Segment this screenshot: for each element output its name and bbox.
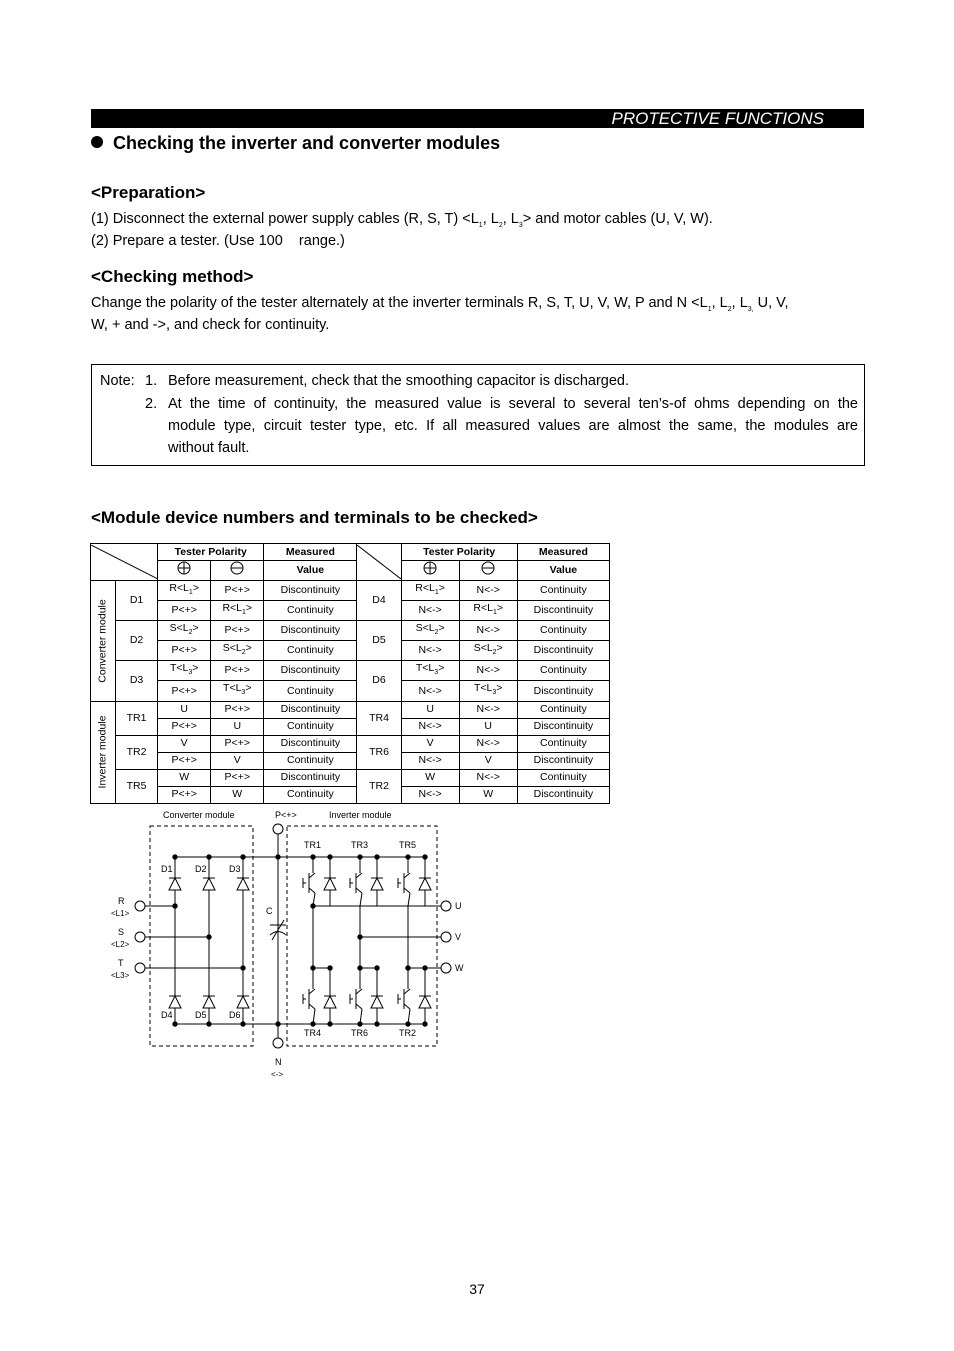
table-row	[91, 601, 610, 621]
table-cell: Discontinuity	[517, 786, 609, 803]
table-cell: P<+>	[211, 661, 264, 681]
table-cell: Discontinuity	[517, 681, 609, 701]
device-cell: D6	[357, 661, 401, 701]
diode-d2	[203, 878, 215, 890]
device-cell: D3	[116, 661, 158, 701]
device-cell: TR6	[357, 735, 401, 769]
table-cell: U	[158, 701, 211, 718]
note-label: Note:	[100, 373, 135, 389]
table-cell: $S<L_2>$	[459, 641, 517, 661]
table-row	[91, 681, 610, 701]
diode-d3	[237, 878, 249, 890]
converter-group-label: Converter module	[91, 581, 116, 702]
transistor-label: TR5	[399, 840, 417, 850]
table-cell: $R<L_1>$	[401, 581, 459, 601]
table-cell: $S<L_2>$	[401, 621, 459, 641]
preparation-heading: <Preparation>	[91, 183, 206, 202]
junction-dot	[328, 966, 332, 970]
tester-polarity-header-right: Tester Polarity	[401, 544, 517, 561]
table-cell: N<->	[401, 641, 459, 661]
circuit-diagram	[100, 800, 480, 1090]
inverter-label: Inverter module	[329, 810, 392, 820]
measured-header-left: Measured	[264, 544, 357, 561]
inverter-group-label: Inverter module	[91, 701, 116, 803]
junction-dot	[358, 1022, 362, 1026]
junction-dot	[311, 855, 315, 859]
table-cell: Continuity	[517, 581, 609, 601]
module-check-table	[90, 543, 610, 804]
note-text-2-line-3: without fault.	[168, 440, 250, 456]
table-cell: N<->	[459, 735, 517, 752]
table-cell: Continuity	[517, 661, 609, 681]
main-title-text: Checking the inverter and converter modules	[113, 133, 501, 153]
section-header-bar	[91, 109, 864, 128]
diode-d6	[237, 996, 249, 1008]
note-box	[91, 364, 865, 466]
input-sub-label: <L3>	[111, 971, 130, 980]
input-terminal-t	[135, 963, 145, 973]
diode-d5	[203, 996, 215, 1008]
value-header-left: Value	[264, 561, 357, 581]
table-cell: W	[401, 769, 459, 786]
junction-dot	[406, 1022, 410, 1026]
table-cell: V	[459, 752, 517, 769]
output-label: V	[455, 932, 462, 942]
table-cell: N<->	[459, 769, 517, 786]
diode-label: D3	[229, 864, 241, 874]
table-cell: $R<L_1>$	[459, 601, 517, 621]
input-sub-label: <L2>	[111, 940, 130, 949]
junction-dot	[328, 1022, 332, 1026]
n-terminal-label: N	[275, 1057, 282, 1067]
note-text-2-line-2: module type, circuit tester type, etc. If all measured values are almost the same, the modules are	[168, 418, 858, 434]
diode-label: D4	[161, 1010, 173, 1020]
table-cell: N<->	[401, 718, 459, 735]
junction-dot	[423, 1022, 427, 1026]
table-cell: Discontinuity	[264, 735, 357, 752]
note-text-2-line-1: At the time of continuity, the measured value is several to several ten’s-of ohms depending on the	[168, 396, 858, 412]
n-terminal	[273, 1038, 283, 1048]
table-cell: N<->	[459, 661, 517, 681]
note-num-2: 2.	[145, 396, 158, 412]
converter-label: Converter module	[163, 810, 235, 820]
junction-dot	[276, 1022, 280, 1026]
input-label: T	[118, 958, 124, 968]
junction-dot	[207, 1022, 211, 1026]
table-cell: Continuity	[264, 641, 357, 661]
table-cell: $T<L_3>$	[158, 661, 211, 681]
table-cell: Continuity	[264, 601, 357, 621]
diode-label: D6	[229, 1010, 241, 1020]
note-num-1: 1.	[145, 373, 158, 389]
diode-label: D5	[195, 1010, 207, 1020]
table-cell: Discontinuity	[264, 701, 357, 718]
table-row	[91, 735, 610, 752]
junction-dot	[207, 855, 211, 859]
plus-polarity-icon	[158, 561, 211, 581]
table-cell: Discontinuity	[517, 601, 609, 621]
transistor-diode-tr5	[419, 878, 431, 890]
table-cell: U	[401, 701, 459, 718]
tester-polarity-header-left: Tester Polarity	[158, 544, 264, 561]
table-cell: V	[211, 752, 264, 769]
note-text-1: Before measurement, check that the smoothing capacitor is discharged.	[168, 373, 630, 389]
junction-dot	[423, 855, 427, 859]
table-cell: $R<L_1>$	[211, 601, 264, 621]
table-cell: $T<L_3>$	[211, 681, 264, 701]
checking-method-line-1: Change the polarity of the tester alternately at the inverter terminals R, S, T, U, V, W, P and $N <L_1$, $L_2$, $L_{3,}$ U, V,	[91, 295, 789, 313]
table-row	[91, 701, 610, 718]
junction-dot	[406, 855, 410, 859]
table-row	[91, 752, 610, 769]
table-row	[91, 718, 610, 735]
n-terminal-sub: <->	[271, 1070, 284, 1079]
table-cell: N<->	[401, 681, 459, 701]
table-cell: $S<L_2>$	[158, 621, 211, 641]
value-header-right: Value	[517, 561, 609, 581]
transistor-diode-tr1	[324, 878, 336, 890]
transistor-label: TR3	[351, 840, 369, 850]
corner-cell	[91, 544, 158, 581]
table-cell: U	[459, 718, 517, 735]
input-label: R	[118, 896, 125, 906]
table-cell: P<+>	[158, 718, 211, 735]
table-row	[91, 621, 610, 641]
transistor-label: TR6	[351, 1028, 369, 1038]
device-cell: TR2	[116, 735, 158, 769]
checking-method-line-2: W, + and ->, and check for continuity.	[91, 317, 330, 333]
table-cell: Continuity	[264, 752, 357, 769]
table-cell: Continuity	[517, 769, 609, 786]
table-row	[91, 661, 610, 681]
junction-dot	[328, 855, 332, 859]
table-cell: P<+>	[211, 769, 264, 786]
table-cell: V	[401, 735, 459, 752]
table-cell: W	[158, 769, 211, 786]
device-cell: D2	[116, 621, 158, 661]
junction-dot	[375, 966, 379, 970]
table-cell: P<+>	[158, 786, 211, 803]
table-cell: V	[158, 735, 211, 752]
table-cell: W	[459, 786, 517, 803]
junction-dot	[358, 855, 362, 859]
device-cell: TR4	[357, 701, 401, 735]
transistor-diode-tr6	[371, 996, 383, 1008]
output-terminal-u	[441, 901, 451, 911]
table-cell: N<->	[459, 701, 517, 718]
preparation-line-1: (1) Disconnect the external power supply cables (R, S, $T) <L_1$, $L_2$, $L_3>$ and motor cables (U, V, W).	[91, 211, 713, 229]
table-cell: U	[211, 718, 264, 735]
page-number: 37	[469, 1281, 485, 1297]
device-cell: D1	[116, 581, 158, 621]
device-cell: TR2	[357, 769, 401, 803]
table-cell: Continuity	[517, 701, 609, 718]
junction-dot	[241, 855, 245, 859]
measured-header-right: Measured	[517, 544, 609, 561]
diode-label: D1	[161, 864, 173, 874]
table-cell: $R<L_1>$	[158, 581, 211, 601]
input-terminal-s	[135, 932, 145, 942]
junction-dot	[276, 855, 280, 859]
main-title	[91, 133, 500, 154]
table-cell: Discontinuity	[517, 718, 609, 735]
table-cell: W	[211, 786, 264, 803]
table-cell: P<+>	[211, 621, 264, 641]
table-row	[91, 581, 610, 601]
table-row	[91, 641, 610, 661]
module-heading: <Module device numbers and terminals to be checked>	[91, 508, 538, 527]
junction-dot	[241, 1022, 245, 1026]
table-cell: Continuity	[264, 681, 357, 701]
table-cell: Continuity	[517, 621, 609, 641]
bullet-icon	[91, 136, 103, 148]
device-cell: D5	[357, 621, 401, 661]
minus-polarity-icon	[459, 561, 517, 581]
table-cell: Discontinuity	[264, 621, 357, 641]
device-cell: TR1	[116, 701, 158, 735]
preparation-line-2: (2) Prepare a tester. (Use 100 range.)	[91, 233, 345, 249]
table-cell: N<->	[459, 581, 517, 601]
output-label: W	[455, 963, 464, 973]
transistor-label: TR4	[304, 1028, 322, 1038]
table-cell: P<+>	[158, 681, 211, 701]
plus-polarity-icon	[401, 561, 459, 581]
transistor-diode-tr4	[324, 996, 336, 1008]
table-cell: N<->	[401, 601, 459, 621]
diode-d1	[169, 878, 181, 890]
corner-cell-right	[357, 544, 401, 581]
table-cell: P<+>	[211, 581, 264, 601]
diode-d4	[169, 996, 181, 1008]
transistor-label: TR1	[304, 840, 322, 850]
input-terminal-r	[135, 901, 145, 911]
input-label: S	[118, 927, 125, 937]
table-cell: P<+>	[211, 701, 264, 718]
table-cell: N<->	[401, 752, 459, 769]
p-terminal-label: P<+>	[275, 810, 297, 820]
device-cell: TR5	[116, 769, 158, 803]
table-cell: $T<L_3>$	[401, 661, 459, 681]
table-cell: Continuity	[264, 786, 357, 803]
input-sub-label: <L1>	[111, 909, 130, 918]
table-cell: N<->	[401, 786, 459, 803]
table-cell: Discontinuity	[264, 769, 357, 786]
device-cell: D4	[357, 581, 401, 621]
junction-dot	[173, 1022, 177, 1026]
transistor-label: TR2	[399, 1028, 417, 1038]
table-cell: P<+>	[158, 641, 211, 661]
table-row	[91, 769, 610, 786]
table-cell: Discontinuity	[264, 661, 357, 681]
junction-dot	[375, 1022, 379, 1026]
table-cell: Discontinuity	[264, 581, 357, 601]
output-label: U	[455, 901, 462, 911]
capacitor-label: C	[266, 906, 273, 916]
junction-dot	[173, 855, 177, 859]
diode-label: D2	[195, 864, 207, 874]
table-cell: Discontinuity	[517, 752, 609, 769]
table-cell: Continuity	[517, 735, 609, 752]
table-cell: P<+>	[158, 752, 211, 769]
junction-dot	[375, 855, 379, 859]
transistor-diode-tr3	[371, 878, 383, 890]
p-terminal	[273, 824, 283, 834]
table-cell: P<+>	[158, 601, 211, 621]
table-cell: $S<L_2>$	[211, 641, 264, 661]
transistor-diode-tr2	[419, 996, 431, 1008]
table-cell: N<->	[459, 621, 517, 641]
table-cell: P<+>	[211, 735, 264, 752]
table-cell: Continuity	[264, 718, 357, 735]
section-title: PROTECTIVE FUNCTIONS	[611, 109, 824, 128]
output-terminal-w	[441, 963, 451, 973]
checking-method-heading: <Checking method>	[91, 267, 254, 286]
minus-polarity-icon	[211, 561, 264, 581]
table-cell: $T<L_3>$	[459, 681, 517, 701]
junction-dot	[311, 1022, 315, 1026]
table-cell: Discontinuity	[517, 641, 609, 661]
output-terminal-v	[441, 932, 451, 942]
